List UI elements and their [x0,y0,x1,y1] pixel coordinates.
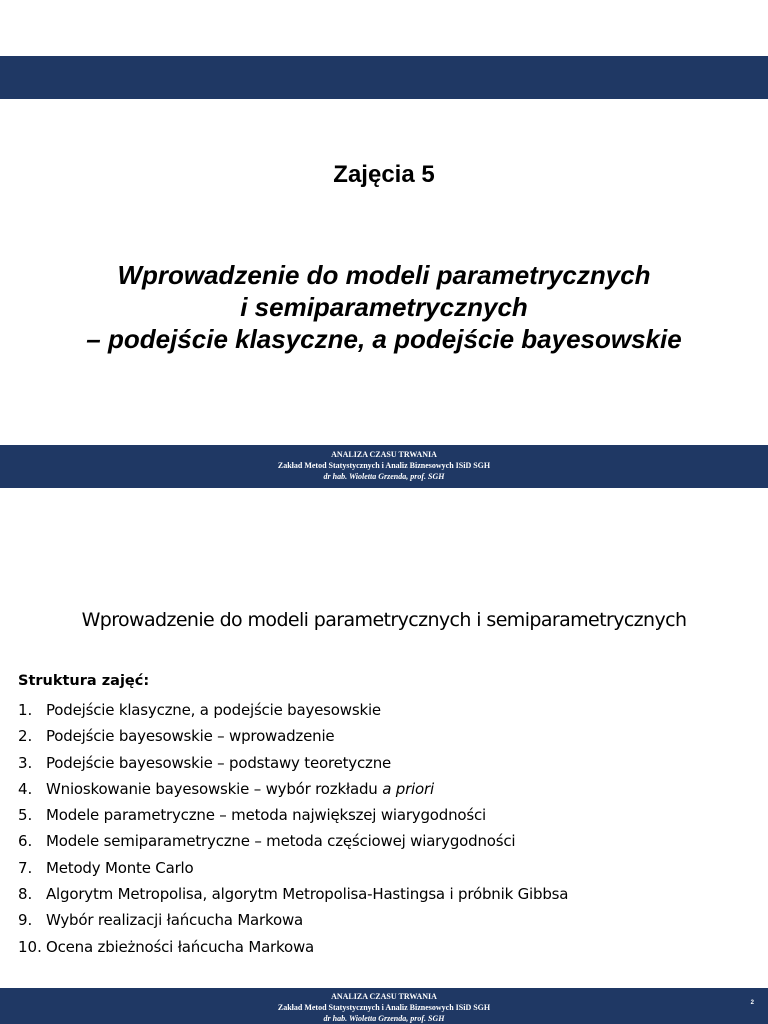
list-item: 7. Metody Monte Carlo [18,858,194,877]
list-item: 6. Modele semiparametryczne – metoda częściowej wiarygodności [18,832,516,851]
slide-footer [0,445,768,488]
footer-department: Zakład Metod Statystycznych i Analiz Biznesowych ISiD SGH [277,461,491,470]
list-item: 1. Podejście klasyczne, a podejście bayesowskie [18,701,381,719]
slide-heading: Wprowadzenie do modeli parametrycznych i semiparametrycznych [81,609,687,631]
subtitle-line: – podejście klasyczne, a podejście bayesowskie [86,324,682,354]
page-number: 2 [750,1000,754,1006]
top-banner [0,56,768,99]
subtitle-line: Wprowadzenie do modeli parametrycznych [117,260,651,290]
list-item: 4. Wnioskowanie bayesowskie – wybór rozkładu a priori [18,779,434,798]
footer-author: dr hab. Wioletta Grzenda, prof. SGH [323,472,445,481]
slide-footer [0,988,768,1024]
list-item: 9. Wybór realizacji łańcucha Markowa [18,911,304,930]
slide-title: Zajęcia 5 [333,161,435,188]
list-item: 3. Podejście bayesowskie – podstawy teoretyczne [18,753,392,772]
list-item: 10. Ocena zbieżności łańcucha Markowa [18,937,315,956]
footer-department: Zakład Metod Statystycznych i Analiz Biznesowych ISiD SGH [277,1003,491,1012]
agenda-heading: Struktura zajęć: [18,673,150,689]
list-item: 8. Algorytm Metropolisa, algorytm Metropolisa-Hastingsa i próbnik Gibbsa [18,885,569,904]
footer-course: ANALIZA CZASU TRWANIA [331,992,437,1001]
subtitle-line: i semiparametrycznych [240,292,528,322]
list-item: 5. Modele parametryczne – metoda największej wiarygodności [18,806,487,825]
list-item: 2. Podejście bayesowskie – wprowadzenie [18,727,335,746]
agenda-list [18,697,568,960]
footer-author: dr hab. Wioletta Grzenda, prof. SGH [323,1014,445,1023]
footer-course: ANALIZA CZASU TRWANIA [331,450,437,459]
slide-subtitle [0,259,768,355]
